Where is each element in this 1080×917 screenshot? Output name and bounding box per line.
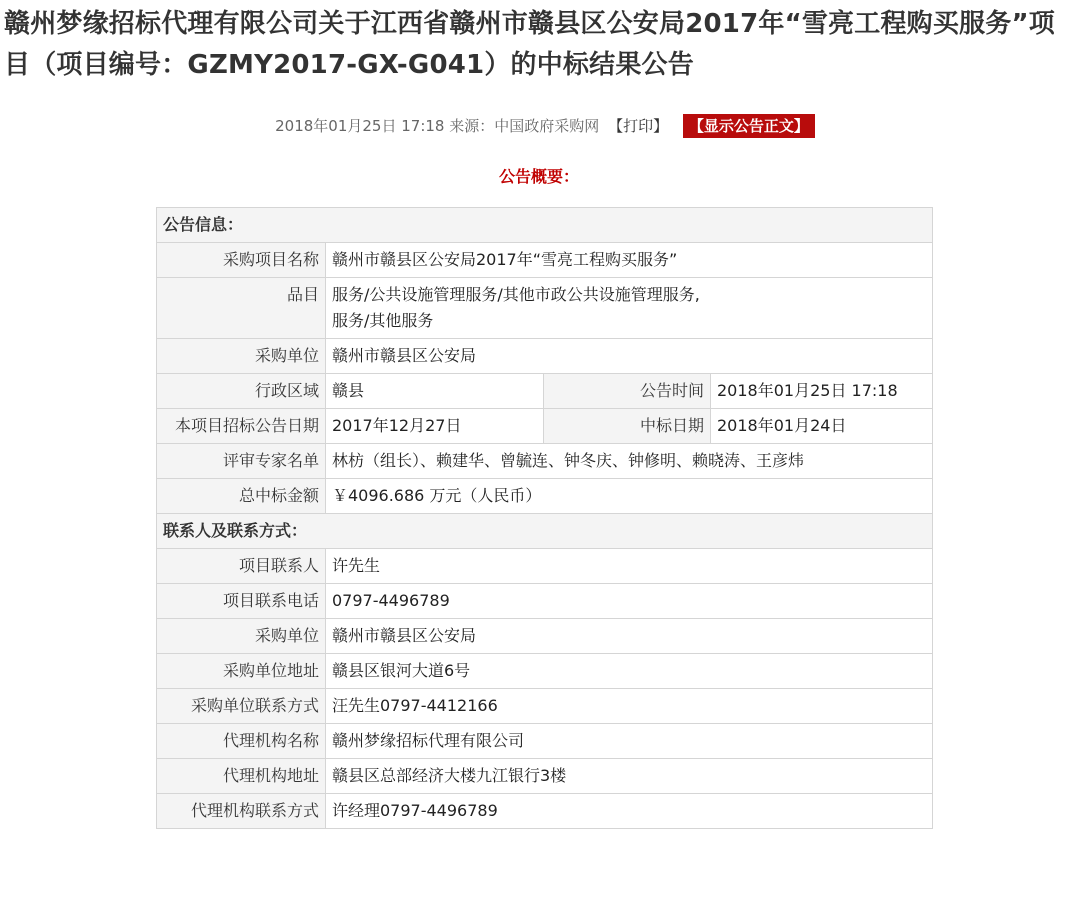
- total-amount-value: ￥4096.686 万元（人民币）: [326, 479, 933, 514]
- table-row: [157, 689, 933, 724]
- row-label: 项目联系人: [157, 549, 326, 584]
- source-name: 中国政府采购网: [494, 117, 600, 135]
- row-label: 行政区域: [157, 374, 326, 409]
- table-row: [157, 619, 933, 654]
- table-row: [157, 409, 933, 444]
- publish-datetime: 2018年01月25日 17:18: [275, 117, 445, 135]
- agency-name-value: 赣州梦缘招标代理有限公司: [326, 724, 933, 759]
- row-label: 项目联系电话: [157, 584, 326, 619]
- category-line-2: 服务/其他服务: [332, 311, 434, 330]
- category-line-1: 服务/公共设施管理服务/其他市政公共设施管理服务,: [332, 285, 700, 304]
- region-value: 赣县: [326, 374, 544, 409]
- experts-value: 林枋（组长）、赖建华、曾毓连、钟冬庆、钟修明、赖晓涛、王彦炜: [326, 444, 933, 479]
- source-label: 来源：: [449, 117, 495, 135]
- print-link[interactable]: 【打印】: [608, 117, 669, 135]
- row-label: 代理机构名称: [157, 724, 326, 759]
- table-row: [157, 584, 933, 619]
- table-row: [157, 794, 933, 829]
- row-label: 公告时间: [544, 374, 711, 409]
- table-row: [157, 724, 933, 759]
- purchaser-value: 赣州市赣县区公安局: [326, 339, 933, 374]
- row-label: 代理机构地址: [157, 759, 326, 794]
- agency-address-value: 赣县区总部经济大楼九江银行3楼: [326, 759, 933, 794]
- table-row: [157, 549, 933, 584]
- row-label: 采购单位地址: [157, 654, 326, 689]
- award-date-value: 2018年01月24日: [711, 409, 933, 444]
- row-label: 总中标金额: [157, 479, 326, 514]
- row-label: 采购项目名称: [157, 243, 326, 278]
- agency-contact-value: 许经理0797-4496789: [326, 794, 933, 829]
- notice-meta: [0, 114, 1080, 138]
- table-row: [157, 339, 933, 374]
- notice-time-value: 2018年01月25日 17:18: [711, 374, 933, 409]
- table-row: [157, 374, 933, 409]
- row-label: 品目: [157, 278, 326, 339]
- row-label: 本项目招标公告日期: [157, 409, 326, 444]
- category-value: [326, 278, 933, 339]
- project-phone-value: 0797-4496789: [326, 584, 933, 619]
- section-row: [157, 208, 933, 243]
- table-row: [157, 278, 933, 339]
- show-full-text-button[interactable]: 【显示公告正文】: [683, 114, 815, 138]
- summary-heading: 公告概要：: [498, 167, 579, 186]
- notice-summary-table: [156, 207, 933, 829]
- purchaser-unit-value: 赣州市赣县区公安局: [326, 619, 933, 654]
- purchaser-address-value: 赣县区银河大道6号: [326, 654, 933, 689]
- section-row: [157, 514, 933, 549]
- row-label: 采购单位联系方式: [157, 689, 326, 724]
- table-row: [157, 444, 933, 479]
- table-row: [157, 479, 933, 514]
- purchaser-contact-value: 汪先生0797-4412166: [326, 689, 933, 724]
- row-label: 评审专家名单: [157, 444, 326, 479]
- section-notice-info: 公告信息：: [157, 208, 933, 243]
- row-label: 中标日期: [544, 409, 711, 444]
- row-label: 采购单位: [157, 339, 326, 374]
- project-name-value: 赣州市赣县区公安局2017年“雪亮工程购买服务”: [326, 243, 933, 278]
- table-row: [157, 654, 933, 689]
- section-contact: 联系人及联系方式：: [157, 514, 933, 549]
- row-label: 采购单位: [157, 619, 326, 654]
- row-label: 代理机构联系方式: [157, 794, 326, 829]
- table-row: [157, 759, 933, 794]
- table-row: [157, 243, 933, 278]
- page-title: 赣州梦缘招标代理有限公司关于江西省赣州市赣县区公安局2017年“雪亮工程购买服务”项目（项目编号：GZMY2017-GX-G041）的中标结果公告: [4, 9, 1055, 80]
- project-contact-value: 许先生: [326, 549, 933, 584]
- bid-notice-date-value: 2017年12月27日: [326, 409, 544, 444]
